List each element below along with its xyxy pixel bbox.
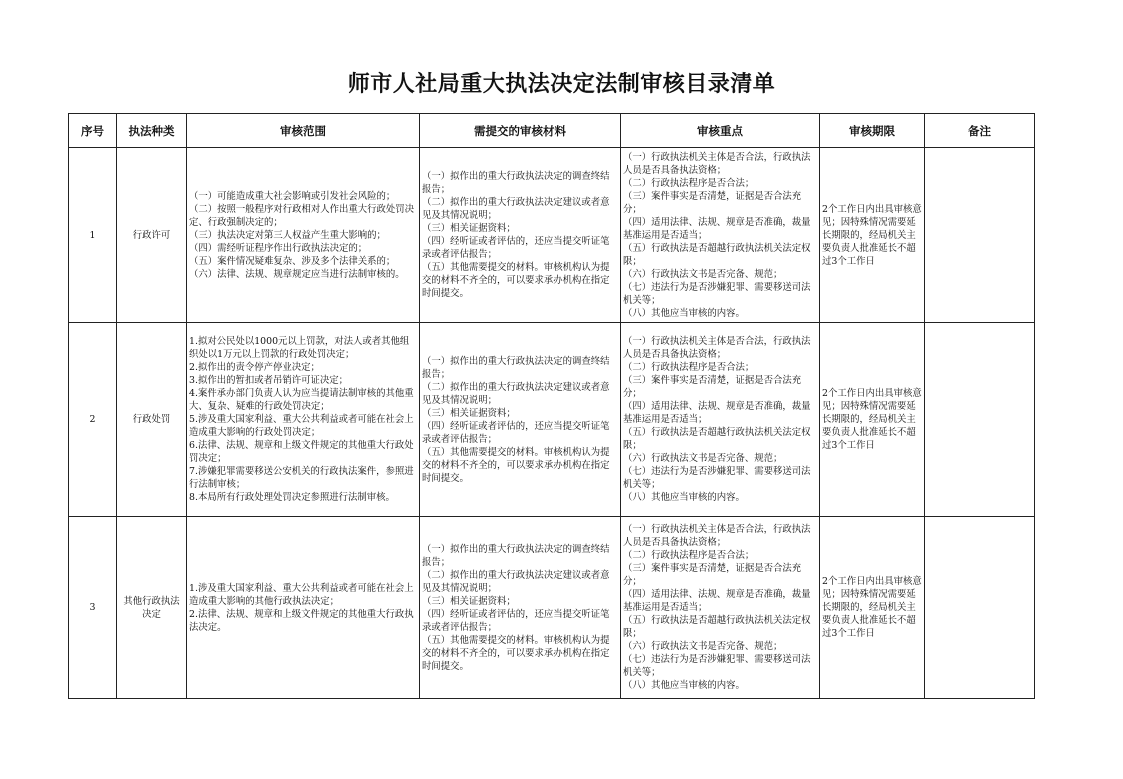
material-item: （一）拟作出的重大行政执法决定的调查终结报告； [422,355,610,380]
scope-item: 2.拟作出的责令停产停业决定； [189,362,320,373]
material-item: （二）拟作出的重大行政执法决定建议或者意见及其情况说明； [422,569,610,594]
material-item: （二）拟作出的重大行政执法决定建议或者意见及其情况说明； [422,381,610,406]
focus-item: （七）违法行为是否涉嫌犯罪、需要移送司法机关等； [623,654,811,678]
review-scope [187,323,420,517]
review-deadline: 2个工作日内出具审核意见；因特殊情况需要延长期限的，经局机关主要负责人批准延长不超过3个工作日 [820,517,925,699]
scope-item: 1.涉及重大国家利益、重大公共利益或者可能在社会上造成重大影响的其他行政执法决定； [189,582,414,607]
focus-item: （八）其他应当审核的内容。 [623,307,745,319]
material-item: （五）其他需要提交的材料。审核机构认为提交的材料不齐全的，可以要求承办机构在指定时间提交。 [422,262,610,299]
focus-item: （六）行政执法文书是否完备、规范； [623,268,783,280]
required-materials [420,517,621,699]
enforcement-type: 行政处罚 [117,323,187,517]
review-scope [187,517,420,699]
row-number: 3 [69,517,117,699]
required-materials [420,323,621,517]
focus-item: （一）行政执法机关主体是否合法，行政执法人员是否具备执法资格； [623,151,811,176]
scope-item: 3.拟作出的暂扣或者吊销许可证决定； [189,375,348,386]
review-deadline: 2个工作日内出具审核意见；因特殊情况需要延长期限的，经局机关主要负责人批准延长不超过3个工作日 [820,323,925,517]
material-item: （五）其他需要提交的材料。审核机构认为提交的材料不齐全的，可以要求承办机构在指定时间提交。 [422,446,610,484]
header-remark: 备注 [925,114,1035,148]
scope-item: 4.案件承办部门负责人认为应当提请法制审核的其他重大、复杂、疑难的行政处罚决定； [189,388,414,412]
header-no: 序号 [69,114,117,148]
row-number: 2 [69,323,117,517]
material-item: （三）相关证据资料； [422,407,516,419]
scope-item: 8.本局所有行政处理处罚决定参照进行法制审核。 [189,492,395,503]
focus-item: （七）违法行为是否涉嫌犯罪、需要移送司法机关等； [623,281,811,306]
focus-item: （一）行政执法机关主体是否合法，行政执法人员是否具备执法资格； [623,336,811,360]
scope-item: （二）按照一般程序对行政相对人作出重大行政处罚决定、行政强制决定的； [189,203,415,228]
focus-item: （三）案件事实是否清楚，证据是否合法充分； [623,190,802,215]
focus-item: （四）适用法律、法规、规章是否准确，裁量基准运用是否适当； [623,401,811,425]
review-deadline: 2个工作日内出具审核意见；因特殊情况需要延长期限的，经局机关主要负责人批准延长不超过3个工作日 [820,148,925,323]
focus-item: （七）违法行为是否涉嫌犯罪、需要移送司法机关等； [623,466,811,490]
focus-item: （六）行政执法文书是否完备、规范； [623,641,783,652]
scope-item: 5.涉及重大国家利益、重大公共利益或者可能在社会上造成重大影响的行政处罚决定； [189,414,414,438]
remark [925,323,1035,517]
scope-item: （三）执法决定对第三人权益产生重大影响的； [189,229,386,241]
scope-item: 6.法律、法规、规章和上级文件规定的其他重大行政处罚决定； [189,440,414,464]
focus-item: （二）行政执法程序是否合法； [623,177,755,189]
focus-item: （六）行政执法文书是否完备、规范； [623,453,783,464]
scope-item: （一）可能造成重大社会影响或引发社会风险的； [189,190,396,202]
table-row [69,323,1035,517]
scope-item: 1.拟对公民处以1000元以上罚款，对法人或者其他组织处以1万元以上罚款的行政处罚决定； [189,336,410,360]
table-row [69,517,1035,699]
remark [925,148,1035,323]
remark [925,517,1035,699]
header-materials: 需提交的审核材料 [420,114,621,148]
scope-item: （六）法律、法规、规章规定应当进行法制审核的。 [189,268,405,280]
review-focus [621,323,820,517]
header-focus: 审核重点 [621,114,820,148]
material-item: （五）其他需要提交的材料。审核机构认为提交的材料不齐全的，可以要求承办机构在指定时间提交。 [422,634,610,672]
scope-item: （五）案件情况疑难复杂、涉及多个法律关系的； [189,255,396,267]
scope-item: （四）需经听证程序作出行政执法决定的； [189,242,368,254]
review-scope [187,148,420,323]
header-deadline: 审核期限 [820,114,925,148]
header-scope: 审核范围 [187,114,420,148]
material-item: （二）拟作出的重大行政执法决定建议或者意见及其情况说明； [422,197,610,221]
scope-item: 7.涉嫌犯罪需要移送公安机关的行政执法案件，参照进行法制审核； [189,466,414,490]
material-item: （一）拟作出的重大行政执法决定的调查终结报告； [422,543,610,568]
material-item: （四）经听证或者评估的，还应当提交听证笔录或者评估报告； [422,420,610,445]
page-title: 师市人社局重大执法决定法制审核目录清单 [347,71,776,97]
focus-item: （四）适用法律、法规、规章是否准确，裁量基准运用是否适当； [623,216,811,241]
material-item: （四）经听证或者评估的，还应当提交听证笔录或者评估报告； [422,236,610,260]
material-item: （三）相关证据资料； [422,595,516,607]
material-item: （四）经听证或者评估的，还应当提交听证笔录或者评估报告； [422,608,610,633]
focus-item: （三）案件事实是否清楚，证据是否合法充分； [623,375,802,399]
focus-item: （八）其他应当审核的内容。 [623,680,745,691]
enforcement-type: 其他行政执法决定 [117,517,187,699]
focus-item: （一）行政执法机关主体是否合法，行政执法人员是否具备执法资格； [623,524,811,548]
focus-item: （二）行政执法程序是否合法； [623,550,755,561]
review-focus [621,148,820,323]
material-item: （一）拟作出的重大行政执法决定的调查终结报告； [422,171,610,195]
scope-item: 2.法律、法规、规章和上级文件规定的其他重大行政执法决定。 [189,608,414,633]
material-item: （三）相关证据资料； [422,223,516,234]
header-type: 执法种类 [117,114,187,148]
focus-item: （五）行政执法是否超越行政执法机关法定权限； [623,615,811,639]
focus-item: （五）行政执法是否超越行政执法机关法定权限； [623,242,811,267]
focus-item: （八）其他应当审核的内容。 [623,492,745,503]
focus-item: （四）适用法律、法规、规章是否准确，裁量基准运用是否适当； [623,589,811,613]
review-focus [621,517,820,699]
row-number: 1 [69,148,117,323]
focus-item: （二）行政执法程序是否合法； [623,362,755,373]
header-row [69,114,1035,148]
audit-catalog-table [68,113,1035,699]
focus-item: （五）行政执法是否超越行政执法机关法定权限； [623,427,811,451]
focus-item: （三）案件事实是否清楚，证据是否合法充分； [623,563,802,587]
enforcement-type: 行政许可 [117,148,187,323]
required-materials [420,148,621,323]
table-row [69,148,1035,323]
